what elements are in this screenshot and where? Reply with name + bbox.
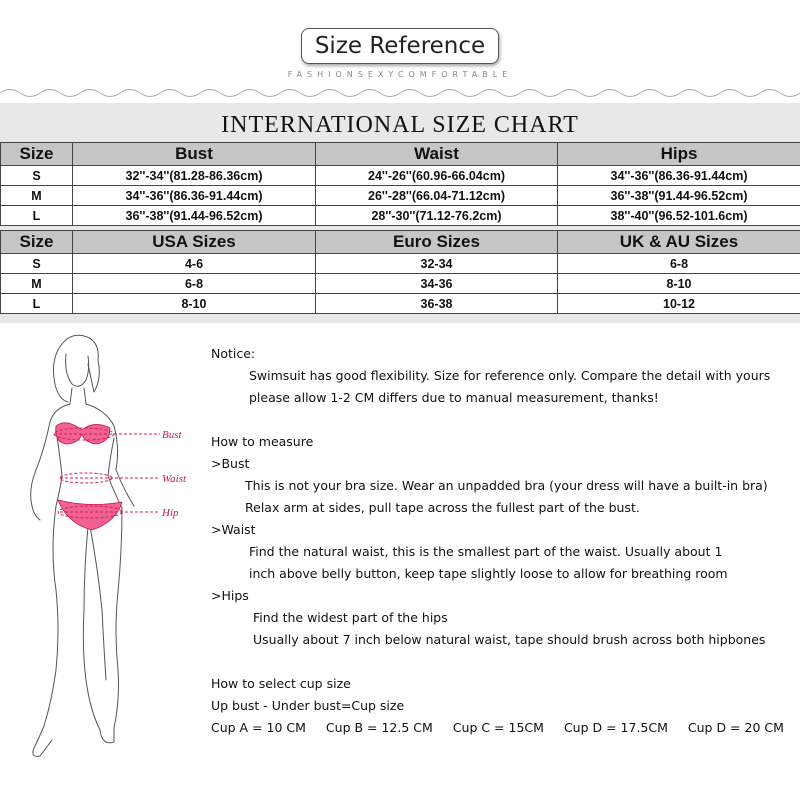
cell-hips: 36''-38''(91.44-96.52cm) <box>558 186 800 206</box>
header-bust: Bust <box>73 143 316 166</box>
bust-label: Bust <box>162 429 182 441</box>
cell-euro: 32-34 <box>316 254 558 274</box>
cell-size: L <box>1 294 73 314</box>
measurement-table <box>0 142 800 226</box>
size-chart-title: INTERNATIONAL SIZE CHART <box>221 112 579 138</box>
bust-line: This is not your bra size. Wear an unpadded bra (your dress will have a built-in bra) <box>245 478 768 493</box>
cup-size-list <box>211 717 796 739</box>
header-size: Size <box>1 231 73 254</box>
cell-size: S <box>1 166 73 186</box>
page-title: Size Reference <box>301 28 499 64</box>
cell-usa: 4-6 <box>73 254 316 274</box>
cell-bust: 32''-34''(81.28-86.36cm) <box>73 166 316 186</box>
table-row <box>1 294 800 314</box>
table-row <box>1 206 800 226</box>
cell-waist: 26''-28''(66.04-71.12cm) <box>316 186 558 206</box>
measurement-notes <box>211 343 796 739</box>
bust-heading: >Bust <box>211 456 250 471</box>
cup-formula: Up bust - Under bust=Cup size <box>211 698 405 713</box>
cell-uk-au: 10-12 <box>558 294 800 314</box>
hips-heading: >Hips <box>211 588 249 603</box>
cell-hips: 34''-36''(86.36-91.44cm) <box>558 166 800 186</box>
cup-size-item: Cup A = 10 CM <box>211 720 306 735</box>
tagline: FASHIONSEXYCOMFORTABLE <box>287 70 513 79</box>
cell-size: M <box>1 186 73 206</box>
table-row <box>1 166 800 186</box>
measure-heading: How to measure <box>211 434 314 449</box>
header-waist: Waist <box>316 143 558 166</box>
cell-waist: 28''-30''(71.12-76.2cm) <box>316 206 558 226</box>
waist-heading: >Waist <box>211 522 256 537</box>
cell-waist: 24''-26''(60.96-66.04cm) <box>316 166 558 186</box>
table-row <box>1 186 800 206</box>
header-euro-sizes: Euro Sizes <box>316 231 558 254</box>
cell-size: L <box>1 206 73 226</box>
cup-size-item: Cup D = 20 CM <box>687 720 784 735</box>
body-measurement-figure <box>10 330 200 790</box>
table-header-row <box>1 231 800 254</box>
cup-size-item: Cup C = 15CM <box>452 720 544 735</box>
hips-line: Usually about 7 inch below natural waist, tape should brush across both hipbones <box>253 632 766 647</box>
cell-bust: 34''-36''(86.36-91.44cm) <box>73 186 316 206</box>
conversion-table <box>0 230 800 314</box>
header-hips: Hips <box>558 143 800 166</box>
table-header-row <box>1 143 800 166</box>
hip-label: Hip <box>162 507 179 519</box>
waist-line: inch above belly button, keep tape slightly loose to allow for breathing room <box>249 566 728 581</box>
cell-hips: 38''-40''(96.52-101.6cm) <box>558 206 800 226</box>
cup-size-item: Cup B = 12.5 CM <box>325 720 433 735</box>
notice-line: please allow 1-2 CM differs due to manual measurement, thanks! <box>249 390 659 405</box>
cell-size: S <box>1 254 73 274</box>
cell-usa: 6-8 <box>73 274 316 294</box>
table-row <box>1 274 800 294</box>
cup-size-item: Cup D = 17.5CM <box>563 720 668 735</box>
notice-heading: Notice: <box>211 346 256 361</box>
header-size: Size <box>1 143 73 166</box>
cell-bust: 36''-38''(91.44-96.52cm) <box>73 206 316 226</box>
notice-line: Swimsuit has good flexibility. Size for reference only. Compare the detail with yours <box>249 368 771 383</box>
header-uk-au-sizes: UK & AU Sizes <box>558 231 800 254</box>
hips-line: Find the widest part of the hips <box>253 610 448 625</box>
cup-heading: How to select cup size <box>211 676 351 691</box>
cell-uk-au: 8-10 <box>558 274 800 294</box>
decorative-wave-divider <box>0 84 800 102</box>
waist-label: Waist <box>162 473 187 485</box>
cell-euro: 36-38 <box>316 294 558 314</box>
cell-size: M <box>1 274 73 294</box>
cell-euro: 34-36 <box>316 274 558 294</box>
waist-line: Find the natural waist, this is the smallest part of the waist. Usually about 1 <box>249 544 723 559</box>
table-row <box>1 254 800 274</box>
header-usa-sizes: USA Sizes <box>73 231 316 254</box>
cell-uk-au: 6-8 <box>558 254 800 274</box>
bust-line: Relax arm at sides, pull tape across the fullest part of the bust. <box>245 500 640 515</box>
cell-usa: 8-10 <box>73 294 316 314</box>
